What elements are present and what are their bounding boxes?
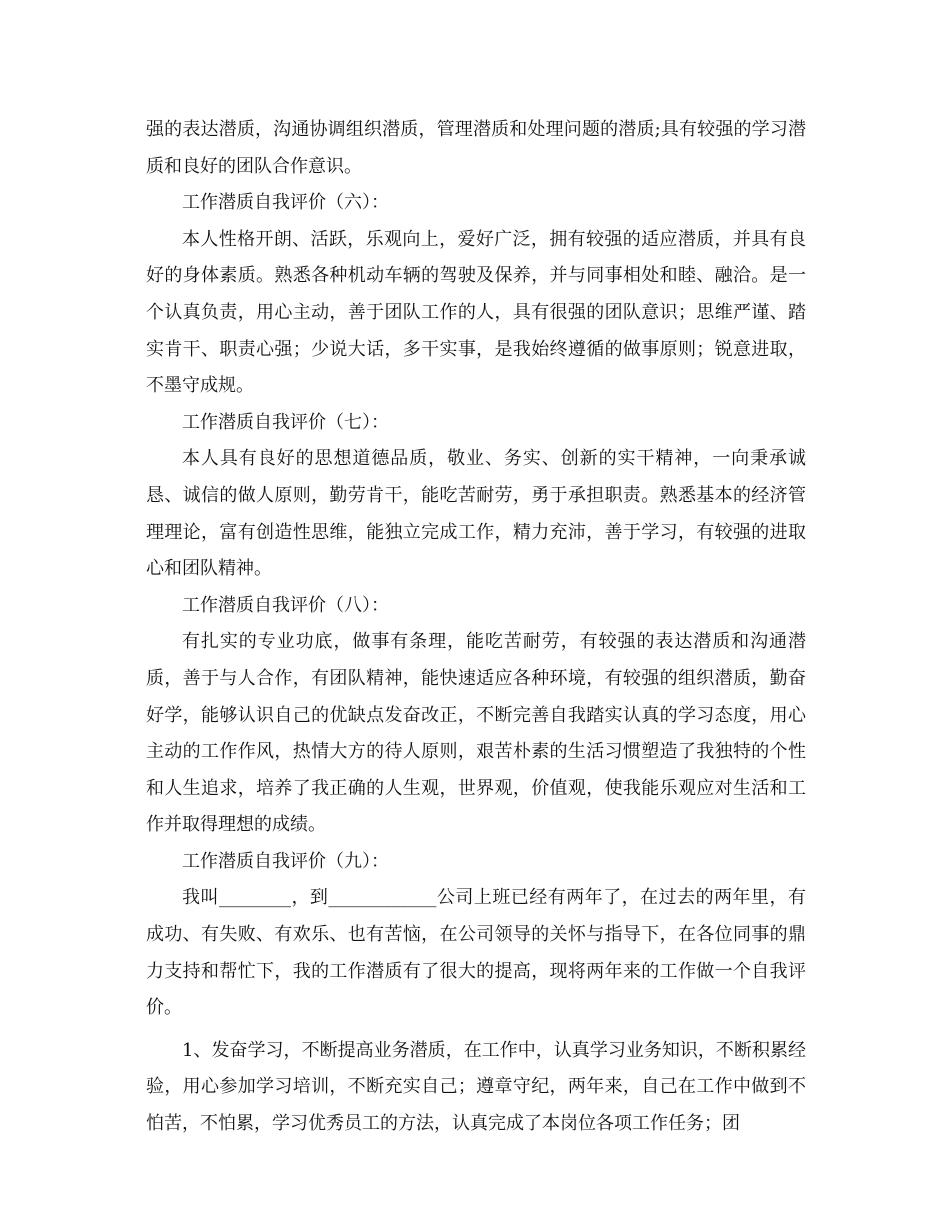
section-heading-seven: 工作潜质自我评价（七）： xyxy=(182,411,389,433)
paragraph-seven: 本人具有良好的思想道德品质，敬业、务实、创新的实干精神，一向秉承诚恳、诚信的做人原则，勤劳肯干，能吃苦耐劳，勇于承担职责。熟悉基本的经济管理理论，富有创造性思维，能独立完成工作，精力充沛，善于学习，有较强的进取心和团队精神。 xyxy=(146,448,806,580)
section-heading-eight: 工作潜质自我评价（八）： xyxy=(182,594,389,616)
paragraph-six: 本人性格开朗、活跃，乐观向上，爱好广泛，拥有较强的适应潜质，并具有良好的身体素质。熟悉各种机动车辆的驾驶及保养，并与同事相处和睦、融洽。是一个认真负责，用心主动，善于团队工作的人，具有很强的团队意识；思维严谨、踏实肯干、职责心强；少说大话，多干实事，是我始终遵循的做事原则；锐意进取，不墨守成规。 xyxy=(146,228,806,397)
section-heading-six: 工作潜质自我评价（六）： xyxy=(182,192,389,214)
paragraph-nine: 我叫________，到____________公司上班已经有两年了，在过去的两年里，有成功、有失败、有欢乐、也有苦恼，在公司领导的关怀与指导下，在各位同事的鼎力支持和帮忙下，我的工作潜质有了很大的提高，现将两年来的工作做一个自我评价。 xyxy=(146,887,806,1019)
document-body xyxy=(146,112,806,1143)
paragraph-intro-continuation: 强的表达潜质，沟通协调组织潜质，管理潜质和处理问题的潜质;具有较强的学习潜质和良好的团队合作意识。 xyxy=(146,119,806,177)
paragraph-eight: 有扎实的专业功底，做事有条理，能吃苦耐劳，有较强的表达潜质和沟通潜质，善于与人合作，有团队精神，能快速适应各种环境，有较强的组织潜质，勤奋好学，能够认识自己的优缺点发奋改正，不断完善自我踏实认真的学习态度，用心主动的工作作风，热情大方的待人原则，艰苦朴素的生活习惯塑造了我独特的个性和人生追求，培养了我正确的人生观，世界观，价值观，使我能乐观应对生活和工作并取得理想的成绩。 xyxy=(146,631,806,836)
paragraph-nine-item-1: 1、发奋学习，不断提高业务潜质，在工作中，认真学习业务知识，不断积累经验，用心参加学习培训，不断充实自己；遵章守纪，两年来，自己在工作中做到不怕苦，不怕累，学习优秀员工的方法，认真完成了本岗位各项工作任务；团 xyxy=(146,1039,806,1135)
section-heading-nine: 工作潜质自我评价（九）： xyxy=(182,850,389,872)
